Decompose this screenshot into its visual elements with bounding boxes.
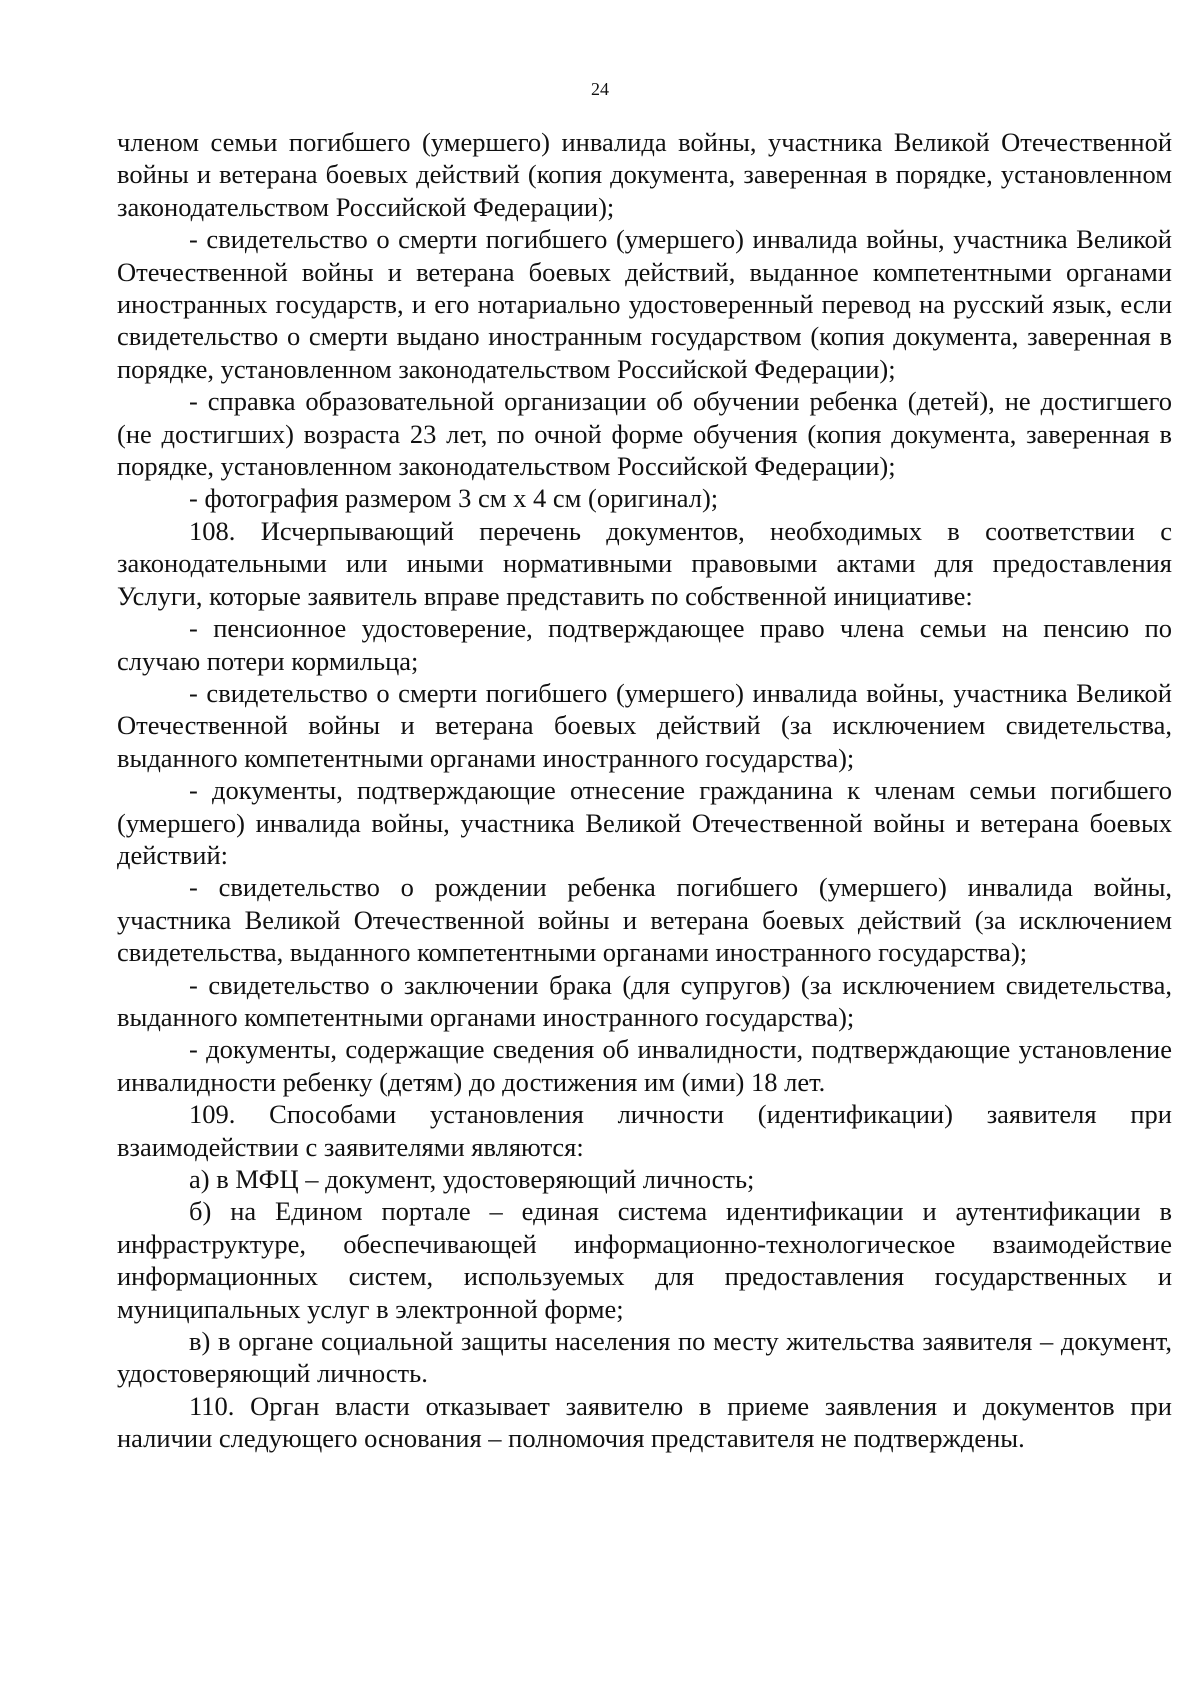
page-body (117, 126, 1172, 1455)
item-109-a: а) в МФЦ – документ, удостоверяющий личность; (189, 1164, 755, 1194)
page-number: 24 (591, 79, 609, 99)
section-110: 110. Орган власти отказывает заявителю в приеме заявления и документов при наличии следующего основания – полномочия представителя не подтверждены. (117, 1390, 1172, 1454)
list-item-marriage-certificate: - свидетельство о заключении брака (для супругов) (за исключением свидетельства, выданного компетентными органами иностранного государства); (117, 969, 1172, 1032)
list-item-birth-certificate: - свидетельство о рождении ребенка погибшего (умершего) инвалида войны, участника Великой Отечественной войны и ветерана боевых действий (за исключением свидетельства, выданного компетентными органами иностранного государства); (117, 872, 1172, 968)
list-item-disability-documents: - документы, содержащие сведения об инвалидности, подтверждающие установление инвалидности ребенку (детям) до достижения им (ими) 18 лет. (117, 1034, 1172, 1097)
list-item-death-certificate-foreign: - свидетельство о смерти погибшего (умершего) инвалида войны, участника Великой Отечественной войны и ветерана боевых действий, выданное компетентными органами иностранных государств, и его нотариально удостоверенный перевод на русский язык, если свидетельство о смерти выдано иностранным государством (копия документа, заверенная в порядке, установленном законодательством Российской Федерации); (117, 224, 1172, 384)
list-item-pension-certificate: - пенсионное удостоверение, подтверждающее право члена семьи на пенсию по случаю потери кормильца; (117, 613, 1172, 676)
item-109-b: б) на Едином портале – единая система идентификации и аутентификации в инфраструктуре, обеспечивающей информационно-технологическое взаимодействие информационных систем, используемых для предоставления государственных и муниципальных услуг в электронной форме; (117, 1196, 1172, 1324)
item-109-c: в) в органе социальной защиты населения по месту жительства заявителя – документ, удостоверяющий личность. (117, 1326, 1172, 1389)
section-109: 109. Способами установления личности (идентификации) заявителя при взаимодействии с заявителями являются: (117, 1099, 1172, 1162)
list-item-family-documents: - документы, подтверждающие отнесение гражданина к членам семьи погибшего (умершего) инвалида войны, участника Великой Отечественной войны и ветерана боевых действий: (117, 775, 1172, 870)
list-item-death-certificate: - свидетельство о смерти погибшего (умершего) инвалида войны, участника Великой Отечественной войны и ветерана боевых действий (за исключением свидетельства, выданного компетентными органами иностранного государства); (117, 677, 1172, 773)
list-item-education-certificate: - справка образовательной организации об обучении ребенка (детей), не достигшего (не достигших) возраста 23 лет, по очной форме обучения (копия документа, заверенная в порядке, установленном законодательством Российской Федерации); (117, 386, 1172, 482)
paragraph-continuation: членом семьи погибшего (умершего) инвалида войны, участника Великой Отечественной войны и ветерана боевых действий (копия документа, заверенная в порядке, установленном законодательством Российской Федерации); (117, 127, 1172, 222)
list-item-photograph: - фотография размером 3 см х 4 см (оригинал); (189, 483, 719, 514)
section-108: 108. Исчерпывающий перечень документов, необходимых в соответствии с законодательными или иными нормативными правовыми актами для предоставления Услуги, которые заявитель вправе представить по собственной инициативе: (117, 515, 1172, 611)
